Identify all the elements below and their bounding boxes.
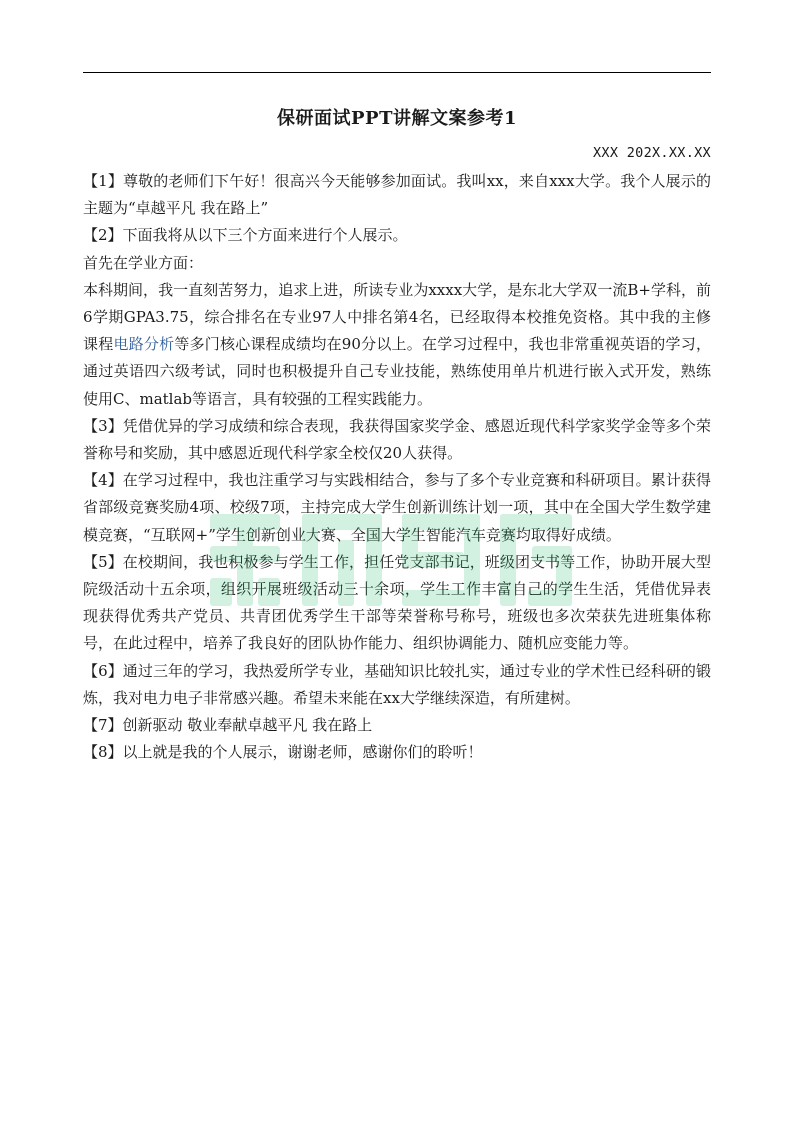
document-body xyxy=(83,168,711,766)
paragraph-2: 【2】下面我将从以下三个方面来进行个人展示。 xyxy=(83,226,408,245)
paragraph-1: 【1】尊敬的老师们下午好！很高兴今天能够参加面试。我叫xx，来自xxx大学。我个人展示的主题为“卓越平凡 我在路上” xyxy=(83,172,711,218)
course-link[interactable]: 电路分析 xyxy=(113,335,175,354)
paragraph-7: 【7】创新驱动 敬业奉献卓越平凡 我在路上 xyxy=(83,716,373,735)
paragraph-4: 【4】在学习过程中，我也注重学习与实践相结合，参与了多个专业竞赛和科研项目。累计获得省部级竞赛奖励4项、校级7项，主持完成大学生创新训练计划一项，其中在全国大学生数学建模竞赛，“互联网+”学生创新创业大赛、全国大学生智能汽车竞赛均取得好成绩。 xyxy=(83,471,711,544)
paragraph-academic-heading: 首先在学业方面： xyxy=(83,253,204,272)
paragraph-academic xyxy=(83,277,711,413)
paragraph-3: 【3】凭借优异的学习成绩和综合表现，我获得国家奖学金、感恩近现代科学家奖学金等多个荣誉称号和奖励，其中感恩近现代科学家全校仅20人获得。 xyxy=(83,416,711,463)
paragraph-8: 【8】以上就是我的个人展示，谢谢老师，感谢你们的聆听！ xyxy=(83,743,483,762)
paragraph-academic-part-1: 本科期间，我一直刻苦努力，追求上进，所读专业为xxxx大学，是东北大学双一流B+学科，前6学期GPA3.75，综合排名在专业97人中排名第4名，已经取得本校推免资格。其中我的主修课程 xyxy=(83,280,711,354)
paragraph-6: 【6】通过三年的学习，我热爱所学专业，基础知识比较扎实，通过专业的学术性已经科研的锻炼，我对电力电子非常感兴趣。希望未来能在xx大学继续深造，有所建树。 xyxy=(83,661,711,707)
paragraph-5: 【5】在校期间，我也积极参与学生工作，担任党支部书记，班级团支书等工作，协助开展大型院级活动十五余项，组织开展班级活动三十余项，学生工作丰富自己的学生生活，凭借优异表现获得优秀共产党员、共青团优秀学生干部等荣誉称号称号，班级也多次荣获先进班集体称号，在此过程中，培养了我良好的团队协作能力、组织协调能力、随机应变能力等。 xyxy=(83,552,711,653)
author-date-line: XXX 202X.XX.XX xyxy=(593,145,711,161)
paragraph-academic-part-2: 等多门核心课程成绩均在90分以上。在学习过程中，我也非常重视英语的学习，通过英语四六级考试，同时也积极提升自己专业技能，熟练使用单片机进行嵌入式开发，熟练使用C、matlab等语言，具有较强的工程实践能力。 xyxy=(83,335,711,408)
document-title: 保研面试PPT讲解文案参考1 xyxy=(277,108,517,129)
header-rule xyxy=(83,72,711,73)
